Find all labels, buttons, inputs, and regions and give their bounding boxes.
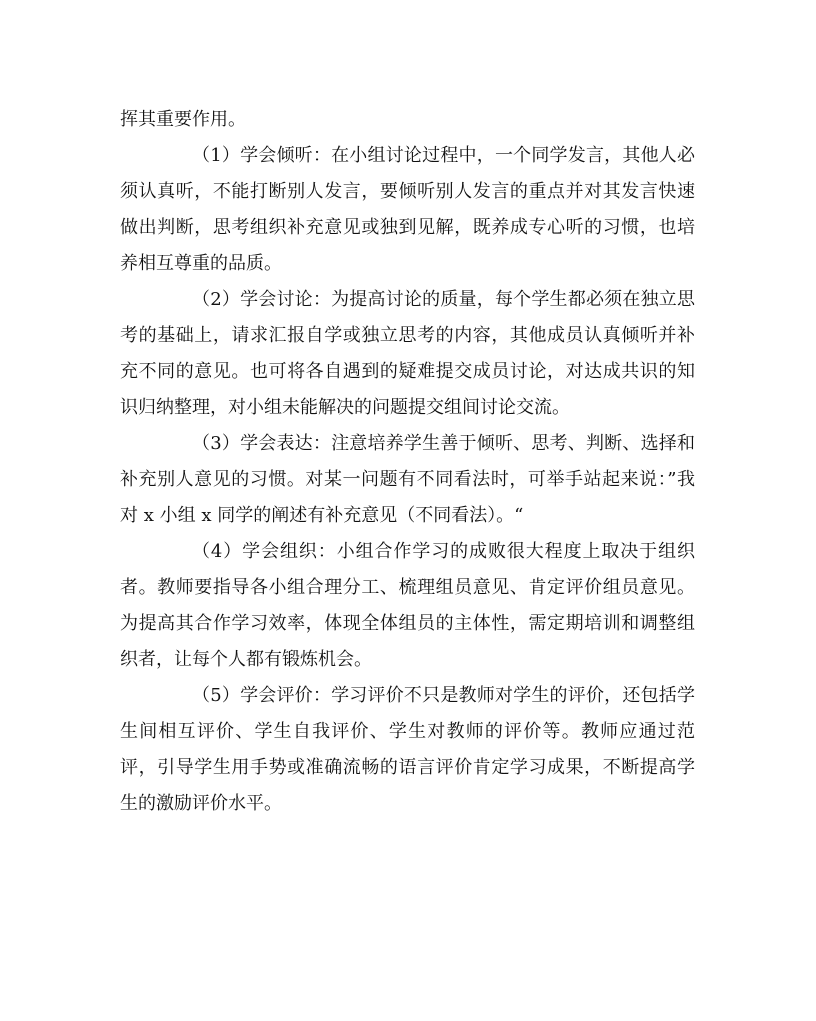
document-body [120, 102, 695, 822]
paragraph-listening: （1）学会倾听：在小组讨论过程中，一个同学发言，其他人必须认真听，不能打断别人发言，要倾听别人发言的重点并对其发言快速做出判断，思考组织补充意见或独到见解，既养成专心听的习惯，也培养相互尊重的品质。 [120, 145, 695, 274]
paragraph-discussion: （2）学会讨论：为提高讨论的质量，每个学生都必须在独立思考的基础上，请求汇报自学或独立思考的内容，其他成员认真倾听并补充不同的意见。也可将各自遇到的疑难提交成员讨论，对达成共识的知识归纳整理，对小组未能解决的问题提交组间讨论交流。 [120, 289, 695, 418]
paragraph-expression: （3）学会表达：注意培养学生善于倾听、思考、判断、选择和补充别人意见的习惯。对某一问题有不同看法时，可举手站起来说：”我对 x 小组 x 同学的阐述有补充意见（不同看法）。“ [120, 433, 695, 526]
paragraph-organization: （4）学会组织：小组合作学习的成败很大程度上取决于组织者。教师要指导各小组合理分工、梳理组员意见、肯定评价组员意见。为提高其合作学习效率，体现全体组员的主体性，需定期培训和调整组织者，让每个人都有锻炼机会。 [120, 541, 695, 670]
paragraph-evaluation: （5）学会评价：学习评价不只是教师对学生的评价，还包括学生间相互评价、学生自我评价、学生对教师的评价等。教师应通过范评，引导学生用手势或准确流畅的语言评价肯定学习成果，不断提高学生的激励评价水平。 [120, 685, 695, 814]
paragraph-continuation: 挥其重要作用。 [120, 109, 246, 130]
